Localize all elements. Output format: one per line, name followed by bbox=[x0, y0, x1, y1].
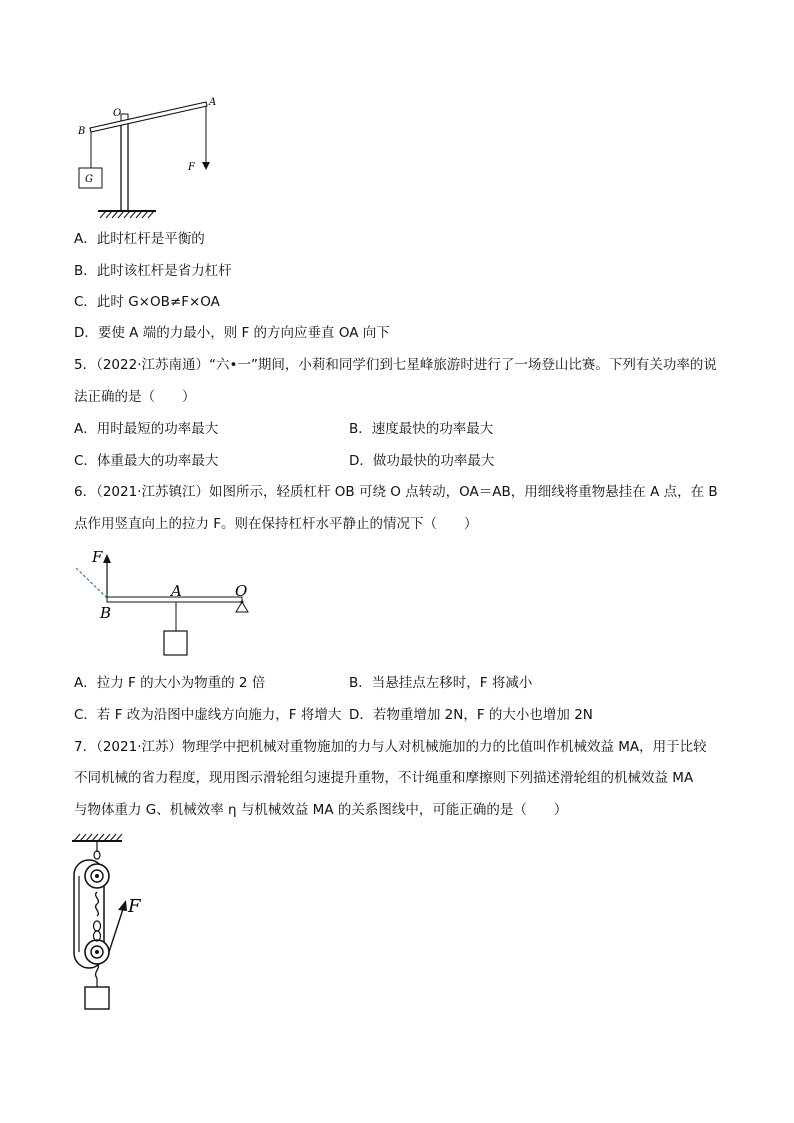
q5-stem-line1: 5．（2022·江苏南通）“六•一”期间，小莉和同学们到七星峰旅游时进行了一场登山比赛。下列有关功率的说 bbox=[74, 357, 717, 373]
q6-label-f: F bbox=[92, 548, 103, 566]
q5-option-b: B．速度最快的功率最大 bbox=[349, 421, 494, 437]
q5-option-d: D．做功最快的功率最大 bbox=[349, 453, 495, 469]
q5-stem-line2: 法正确的是（ ） bbox=[74, 389, 196, 405]
q6-label-b: B bbox=[100, 604, 112, 622]
q4-option-b: B．此时该杠杆是省力杠杆 bbox=[74, 263, 232, 279]
q6-label-o: O bbox=[235, 582, 248, 600]
pulley-system-figure bbox=[66, 832, 156, 1014]
q6-option-d: D．若物重增加 2N，F 的大小也增加 2N bbox=[349, 707, 593, 723]
q5-option-c: C．体重最大的功率最大 bbox=[74, 453, 219, 469]
q6-option-b: B．当悬挂点左移时，F 将减小 bbox=[349, 675, 533, 691]
q6-label-a: A bbox=[171, 582, 182, 600]
q4-option-d: D．要使 A 端的力最小，则 F 的方向应垂直 OA 向下 bbox=[74, 325, 390, 341]
label-g: G bbox=[85, 174, 93, 185]
q7-stem-line2: 不同机械的省力程度，现用图示滑轮组匀速提升重物，不计绳重和摩擦则下列描述滑轮组的机械效益 MA bbox=[74, 770, 694, 786]
q5-option-a: A．用时最短的功率最大 bbox=[74, 421, 219, 437]
label-a: A bbox=[209, 97, 217, 108]
lever-post-figure bbox=[70, 90, 230, 220]
q7-stem-line1: 7．（2021·江苏）物理学中把机械对重物施加的力与人对机械施加的力的比值叫作机械效益 MA，用于比较 bbox=[74, 739, 707, 755]
label-b: B bbox=[78, 126, 86, 137]
horizontal-lever-figure bbox=[70, 544, 260, 666]
q4-option-a: A．此时杠杆是平衡的 bbox=[74, 231, 205, 247]
q7-label-f: F bbox=[128, 896, 141, 917]
label-f: F bbox=[188, 162, 195, 173]
q6-option-c: C．若 F 改为沿图中虚线方向施力，F 将增大 bbox=[74, 707, 342, 723]
label-o: O bbox=[113, 108, 122, 119]
q7-stem-line3: 与物体重力 G、机械效率 η 与机械效益 MA 的关系图线中，可能正确的是（ ） bbox=[74, 802, 568, 818]
q4-option-c: C．此时 G×OB≠F×OA bbox=[74, 294, 220, 310]
q6-stem-line2: 点作用竖直向上的拉力 F。则在保持杠杆水平静止的情况下（ ） bbox=[74, 516, 478, 532]
q6-option-a: A．拉力 F 的大小为物重的 2 倍 bbox=[74, 675, 266, 691]
q6-stem-line1: 6．（2021·江苏镇江）如图所示，轻质杠杆 OB 可绕 O 点转动，OA＝AB，用细线将重物悬挂在 A 点，在 B bbox=[74, 484, 718, 500]
